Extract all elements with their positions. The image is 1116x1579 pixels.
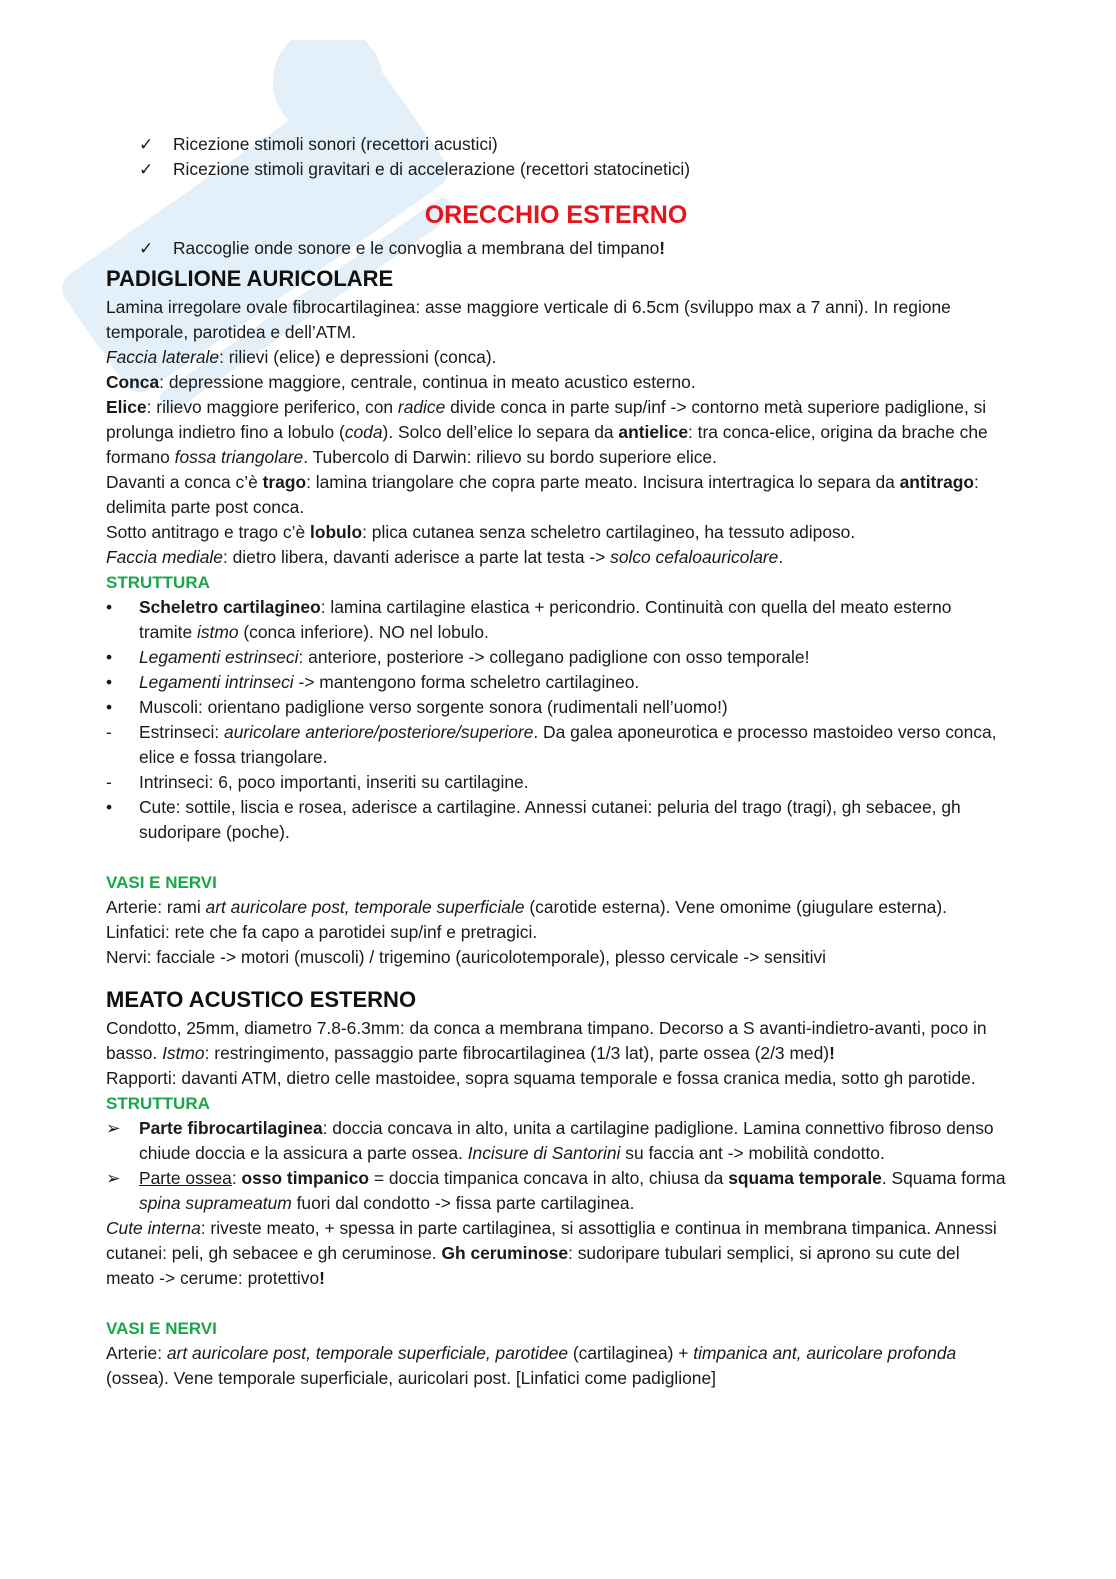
heading-meato: MEATO ACUSTICO ESTERNO xyxy=(106,987,417,1012)
paragraph: Arterie: rami art auricolare post, temporale superficiale (carotide esterna). Vene omonime (giugulare esterna). Linfatici: rete che fa capo a parotidei sup/inf e pretragici. xyxy=(106,897,947,942)
section-title: ORECCHIO ESTERNO xyxy=(424,201,688,229)
checklist-item: ✓ Ricezione stimoli gravitari e di accelerazione (recettori statocinetici) xyxy=(106,157,1006,182)
arrow-item: ➢ Parte ossea: osso timpanico = doccia timpanica concava in alto, chiusa da squama temporale. Squama forma spina suprameatum fuori dal condotto -> fissa parte cartilaginea. xyxy=(106,1168,1006,1213)
paragraph: Lamina irregolare ovale fibrocartilaginea: asse maggiore verticale di 6.5cm (sviluppo max a 7 anni). In regione temporale, parotidea e dell’ATM. xyxy=(106,297,951,342)
item-text: Raccoglie onde sonore e le convoglia a membrana del timpano xyxy=(173,238,660,258)
checklist-item xyxy=(106,236,1006,261)
dash-item: - Estrinseci: auricolare anteriore/posteriore/superiore. Da galea aponeurotica e processo mastoideo verso conca, elice e fossa triangolare. xyxy=(106,722,997,767)
paragraph: Condotto, 25mm, diametro 7.8-6.3mm: da conca a membrana timpano. Decorso a S avanti-indietro-avanti, poco in basso. Istmo: restringimento, passaggio parte fibrocartilaginea (1/3 lat), parte ossea (2/3 med)! xyxy=(106,1018,987,1063)
arrow-item: ➢ Parte fibrocartilaginea: doccia concava in alto, unita a cartilagine padiglione. Lamina connettivo fibroso denso chiude doccia e la assicura a parte ossea. Incisure di Santorini su faccia ant -> mobilità condotto. xyxy=(106,1118,994,1163)
paragraph: Elice: rilievo maggiore periferico, con radice divide conca in parte sup/inf -> contorno metà superiore padiglione, si prolunga indietro fino a lobulo (coda). Solco dell’elice lo separa da antielice: tra conca-elice, origina da brache che formano fossa triangolare. Tubercolo di Darwin: rilievo su bordo superiore elice. xyxy=(106,397,988,467)
section-checklist xyxy=(106,236,1006,261)
paragraph: Nervi: facciale -> motori (muscoli) / trigemino (auricolotemporale), plesso cervicale -> sensitivi xyxy=(106,947,827,967)
paragraph: Conca: depressione maggiore, centrale, continua in meato acustico esterno. xyxy=(106,372,696,392)
bullet-item: • Scheletro cartilagineo: lamina cartilagine elastica + pericondrio. Continuità con quella del meato esterno tramite istmo (conca inferiore). NO nel lobulo. xyxy=(106,597,952,642)
subheading-struttura: STRUTTURA xyxy=(106,573,210,592)
paragraph: Faccia mediale: dietro libera, davanti aderisce a parte lat testa -> solco cefaloauricolare. xyxy=(106,547,784,567)
heading-padiglione: PADIGLIONE AURICOLARE xyxy=(106,266,394,291)
paragraph: Arterie: art auricolare post, temporale superficiale, parotidee (cartilaginea) + timpanica ant, auricolare profonda (ossea). Vene temporale superficiale, auricolari post. [Linfatici come padiglione] xyxy=(106,1343,957,1388)
subheading-struttura: STRUTTURA xyxy=(106,1094,210,1113)
document-page xyxy=(106,132,1006,1391)
bullet-item: • Legamenti intrinseci -> mantengono forma scheletro cartilagineo. xyxy=(106,672,640,692)
paragraph: Davanti a conca c’è trago: lamina triangolare che copra parte meato. Incisura intertragica lo separa da antitrago: delimita parte post conca. xyxy=(106,472,979,517)
paragraph: Faccia laterale: rilievi (elice) e depressioni (conca). xyxy=(106,347,497,367)
bullet-item: • Muscoli: orientano padiglione verso sorgente sonora (rudimentali nell’uomo!) xyxy=(106,697,728,717)
exclamation: ! xyxy=(659,238,666,258)
bullet-item: • Cute: sottile, liscia e rosea, aderisce a cartilagine. Annessi cutanei: peluria del trago (tragi), gh sebacee, gh sudoripare (poche). xyxy=(106,797,961,842)
paragraph: Sotto antitrago e trago c’è lobulo: plica cutanea senza scheletro cartilagineo, ha tessuto adiposo. xyxy=(106,522,856,542)
subheading-vasi: VASI E NERVI xyxy=(106,1319,217,1338)
subheading-vasi: VASI E NERVI xyxy=(106,873,217,892)
intro-checklist xyxy=(106,132,1006,182)
paragraph: Cute interna: riveste meato, + spessa in parte cartilaginea, si assottiglia e continua in membrana timpanica. Annessi cutanei: peli, gh sebacee e gh ceruminose. Gh ceruminose: sudoripare tubulari semplici, si aprono su cute del meato -> cerume: protettivo! xyxy=(106,1218,997,1288)
bullet-item: • Legamenti estrinseci: anteriore, posteriore -> collegano padiglione con osso temporale! xyxy=(106,647,810,667)
paragraph: Rapporti: davanti ATM, dietro celle mastoidee, sopra squama temporale e fossa cranica media, sotto gh parotide. xyxy=(106,1068,976,1088)
checklist-item: ✓ Ricezione stimoli sonori (recettori acustici) xyxy=(106,132,1006,157)
dash-item: - Intrinseci: 6, poco importanti, inseriti su cartilagine. xyxy=(106,772,529,792)
